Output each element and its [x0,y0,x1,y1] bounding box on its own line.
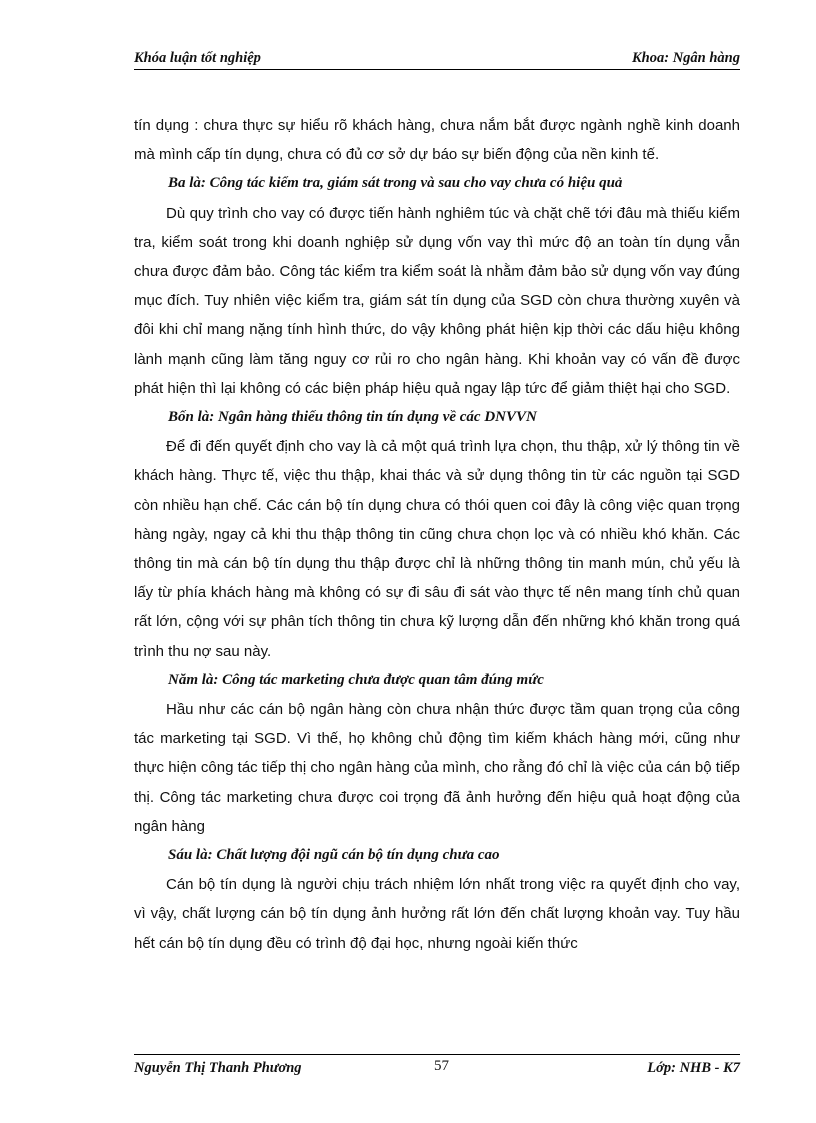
paragraph-point-six: Cán bộ tín dụng là người chịu trách nhiệm lớn nhất trong việc ra quyết định cho vay, vì vậy, chất lượng cán bộ tín dụng ảnh hưởng rất lớn đến chất lượng khoản vay. Tuy hầu hết cán bộ tín dụng đều có trình độ đại học, nhưng ngoài kiến thức [134,876,740,952]
page-footer [134,1058,740,1082]
paragraph-continuation: tín dụng : chưa thực sự hiểu rõ khách hàng, chưa nắm bắt được ngành nghề kinh doanh mà mình cấp tín dụng, chưa có đủ cơ sở dự báo sự biến động của nền kinh tế. [134,117,740,164]
header-thesis-label: Khóa luận tốt nghiệp [134,50,261,66]
paragraph-point-five: Hầu như các cán bộ ngân hàng còn chưa nhận thức được tầm quan trọng của công tác marketing tại SGD. Vì thế, họ không chủ động tìm kiếm khách hàng mới, cũng như thực hiện công tác tiếp thị cho ngân hàng của mình, cho rằng đó chỉ là việc của cán bộ tiếp thị. Công tác marketing chưa được coi trọng đã ảnh hưởng đến hiệu quả hoạt động của ngân hàng [134,701,740,835]
footer-class: Lớp: NHB - K7 [647,1060,740,1076]
heading-point-four: Bốn là: Ngân hàng thiếu thông tin tín dụng về các DNVVN [168,409,537,426]
header-divider [134,69,740,70]
footer-author: Nguyễn Thị Thanh Phương [134,1060,302,1076]
header-faculty-label: Khoa: Ngân hàng [632,50,740,66]
footer-divider [134,1054,740,1055]
page-header [134,46,740,70]
heading-point-six: Sáu là: Chất lượng đội ngũ cán bộ tín dụng chưa cao [168,847,500,864]
heading-point-three: Ba là: Công tác kiểm tra, giám sát trong và sau cho vay chưa có hiệu quả [168,175,623,192]
paragraph-point-three: Dù quy trình cho vay có được tiến hành nghiêm túc và chặt chẽ tới đâu mà thiếu kiểm tra, kiểm soát trong khi doanh nghiệp sử dụng vốn vay thì mức độ an toàn tín dụng vẫn chưa được đảm bảo. Công tác kiểm tra kiểm soát là nhằm đảm bảo sử dụng vốn vay đúng mục đích. Tuy nhiên việc kiểm tra, giám sát tín dụng của SGD còn chưa thường xuyên và đôi khi chỉ mang nặng tính hình thức, do vậy không phát hiện kịp thời các dấu hiệu không lành mạnh cũng làm tăng nguy cơ rủi ro cho ngân hàng. Khi khoản vay có vấn đề được phát hiện thì lại không có các biện pháp hiệu quả ngay lập tức để giảm thiệt hại cho SGD. [134,204,740,397]
paragraph-point-four: Để đi đến quyết định cho vay là cả một quá trình lựa chọn, thu thập, xử lý thông tin về khách hàng. Thực tế, việc thu thập, khai thác và sử dụng thông tin từ các nguồn tại SGD còn nhiều hạn chế. Các cán bộ tín dụng chưa có thói quen coi đây là công việc quan trọng hàng ngày, ngay cả khi thu thập thông tin cũng chưa chọn lọc và có nhiều khó khăn. Các thông tin mà cán bộ tín dụng thu thập được chỉ là những thông tin manh mún, chủ yếu là lấy từ phía khách hàng mà không có sự đi sâu đi sát vào thực tế nên mang tính chủ quan rất lớn, cộng với sự phân tích thông tin chưa kỹ lượng dẫn đến những khó khăn trong quá trình thu nợ sau này. [134,438,740,660]
page-body [134,111,740,958]
page-number: 57 [434,1058,449,1074]
heading-point-five: Năm là: Công tác marketing chưa được quan tâm đúng mức [168,671,544,688]
